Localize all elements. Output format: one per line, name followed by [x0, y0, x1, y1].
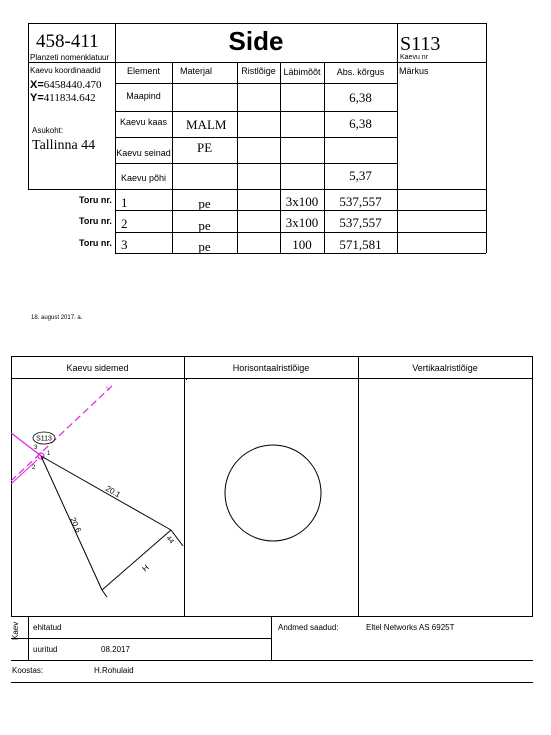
- nomenclature-number: 458-411: [36, 31, 99, 52]
- y-coordinate: Y=411834.642: [30, 92, 96, 104]
- row-korgus: 5,37: [349, 168, 372, 183]
- pipe-korgus: 537,557: [339, 194, 382, 209]
- col-labimoot: Läbimõõt: [283, 67, 321, 77]
- pipe-nr: 2: [121, 216, 128, 231]
- pipe-label: Toru nr.: [79, 238, 112, 248]
- row-materjal: MALM: [186, 117, 227, 132]
- source-value: Eltel Networks AS 6925T: [366, 623, 455, 632]
- well-outline-circle: [225, 445, 321, 541]
- col-ristloige: Ristlõige: [241, 66, 276, 76]
- well-number-label: Kaevu nr: [400, 54, 429, 61]
- pipe-label: Toru nr.: [79, 195, 112, 205]
- col-title-vertical: Vertikaalristlõige: [412, 363, 478, 373]
- author-label: Koostas:: [12, 666, 44, 675]
- page-title: Side: [228, 26, 284, 56]
- pipe-nr: 3: [121, 237, 128, 252]
- pipe-number-label: 1: [105, 385, 112, 393]
- dimension-label: H: [140, 562, 151, 574]
- nomenclature-label: Planzeti nomenklatuur: [30, 53, 110, 62]
- pipe-number-label: 3: [34, 445, 38, 451]
- col-abs-korgus: Abs. kõrgus: [336, 67, 385, 77]
- col-title-sidemed: Kaevu sidemed: [66, 363, 129, 373]
- pipe-materjal: pe: [198, 218, 211, 233]
- coords-label: Kaevu koordinaadid: [30, 66, 101, 75]
- row-element: Maapind: [126, 91, 161, 101]
- row-korgus: 6,38: [349, 116, 372, 131]
- location-label: Asukoht:: [32, 126, 64, 135]
- pipe-labimoot: 100: [292, 237, 312, 252]
- well-connections-sketch: [11, 378, 185, 616]
- remarks-label: Märkus: [399, 66, 429, 76]
- pipe-labimoot: 3x100: [285, 215, 319, 230]
- built-label: ehitatud: [33, 623, 62, 632]
- pipe-korgus: 571,581: [339, 237, 382, 252]
- well-number: S113: [400, 33, 441, 55]
- dimension-line: [102, 530, 171, 590]
- col-element: Element: [126, 66, 161, 76]
- pipe-materjal: pe: [198, 196, 211, 211]
- surveyed-label: uuritud: [33, 645, 58, 654]
- x-coordinate: X=6458440.470: [30, 79, 102, 91]
- surveyed-value: 08.2017: [101, 645, 130, 654]
- pipe-nr: 1: [121, 195, 128, 210]
- pipe-labimoot: 3x100: [285, 194, 319, 209]
- date-text: 18. august 2017. a.: [31, 315, 83, 321]
- pipe-number-label: 1: [47, 451, 51, 457]
- pipe-number-label: 2: [32, 465, 36, 471]
- pipe-korgus: 537,557: [339, 215, 382, 230]
- row-element: Kaevu kaas: [119, 117, 168, 127]
- property-boundary-line: [11, 386, 112, 481]
- dimension-line: [41, 456, 171, 530]
- row-element: Kaevu põhi: [120, 173, 167, 183]
- well-side-label: Kaev: [11, 621, 20, 640]
- well-label: S113: [36, 435, 52, 443]
- pipe-line: [11, 460, 37, 484]
- row-korgus: 6,38: [349, 90, 372, 105]
- row-materjal: PE: [197, 140, 213, 155]
- horizontal-cross-section: [185, 378, 358, 616]
- col-materjal: Materjal: [180, 66, 213, 76]
- dimension-label: 20.6: [68, 516, 83, 534]
- location-value: Tallinna 44: [32, 138, 96, 153]
- dimension-label: 20.1: [104, 483, 122, 500]
- row-element: Kaevu seinad: [116, 148, 171, 158]
- pipe-materjal: pe: [198, 239, 211, 254]
- dimension-label: 44: [164, 534, 175, 546]
- author-value: H.Rohulaid: [94, 666, 134, 675]
- source-label: Andmed saadud:: [278, 623, 339, 632]
- pipe-label: Toru nr.: [79, 216, 112, 226]
- building-edge-line: [102, 590, 107, 597]
- col-title-horizontal: Horisontaalristlõige: [232, 363, 310, 373]
